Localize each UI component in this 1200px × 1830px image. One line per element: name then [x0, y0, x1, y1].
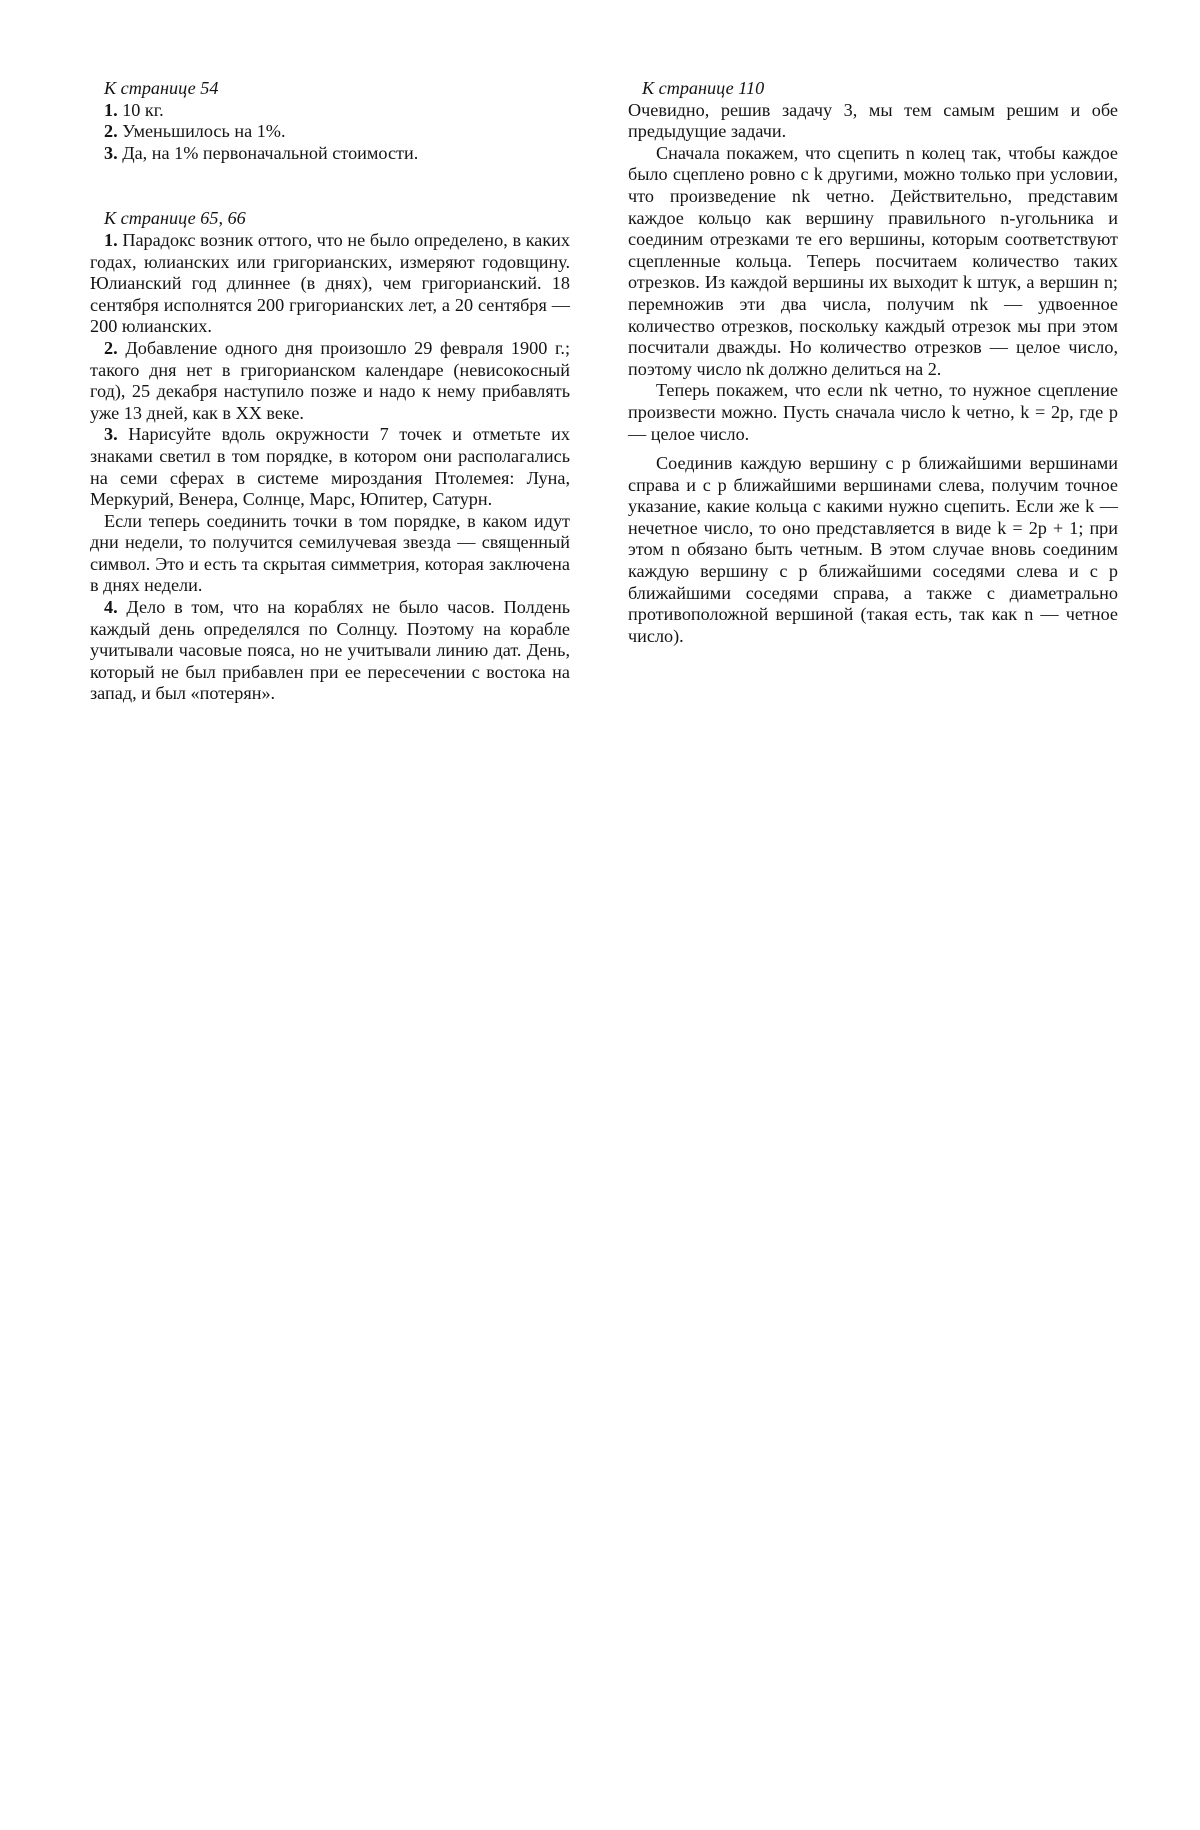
- answer-number: 2.: [104, 121, 118, 141]
- left-column: [90, 78, 570, 705]
- answer-paragraph-1: [90, 230, 570, 338]
- section-heading-page-110: К странице 110: [628, 78, 1118, 100]
- answer-paragraph-2: [90, 338, 570, 424]
- right-paragraph-1: Очевидно, решив задачу 3, мы тем самым решим и обе предыдущие задачи.: [628, 100, 1118, 143]
- right-column: [628, 78, 1118, 647]
- answer-paragraph-3-continued: Если теперь соединить точки в том порядке, в каком идут дни недели, то получится семилучевая звезда — священный символ. Это и есть та скрытая симметрия, которая заключена в днях недели.: [90, 511, 570, 597]
- section-heading-page-54: К странице 54: [90, 78, 570, 100]
- section-spacer: [90, 164, 570, 208]
- answer-item-2: [90, 121, 570, 143]
- paragraph-spacer: [628, 445, 1118, 453]
- answer-text: Парадокс возник оттого, что не было определено, в каких годах, юлианских или григорианских, измеряют годовщину. Юлианский год длиннее (в днях), чем григорианский. 18 сентября исполнятся 200 григорианских лет, а 20 сентября — 200 юлианских.: [90, 230, 570, 336]
- answer-text: Да, на 1% первоначальной стоимости.: [122, 143, 418, 163]
- answer-item-1: [90, 100, 570, 122]
- answer-paragraph-4: [90, 597, 570, 705]
- answer-item-3: [90, 143, 570, 165]
- right-paragraph-4: Соединив каждую вершину с p ближайшими вершинами справа и с p ближайшими вершинами слева, получим точное указание, какие кольца с какими нужно сцепить. Если же k — нечетное число, то оно представляется в виде k = 2p + 1; при этом n обязано быть четным. В этом случае вновь соединим каждую вершину с p ближайшими соседями слева и с p ближайшими соседями справа, а также с диаметрально противоположной вершиной (такая есть, так как n — четное число).: [628, 453, 1118, 647]
- section-heading-page-65-66: К странице 65, 66: [90, 208, 570, 230]
- answer-number: 4.: [104, 597, 118, 617]
- answer-text: Добавление одного дня произошло 29 февраля 1900 г.; такого дня нет в григорианском календаре (невисокосный год), 25 декабря наступило позже и надо к нему прибавлять уже 13 дней, как в XX веке.: [90, 338, 570, 423]
- answer-text: Нарисуйте вдоль окружности 7 точек и отметьте их знаками светил в том порядке, в котором они располагались на семи сферах в системе мироздания Птолемея: Луна, Меркурий, Венера, Солнце, Марс, Юпитер, Сатурн.: [90, 424, 570, 509]
- answer-text: Уменьшилось на 1%.: [122, 121, 285, 141]
- answer-number: 3.: [104, 424, 118, 444]
- answer-text: 10 кг.: [122, 100, 164, 120]
- answer-number: 1.: [104, 230, 118, 250]
- answer-text: Дело в том, что на кораблях не было часов. Полдень каждый день определялся по Солнцу. Поэтому на корабле учитывали часовые пояса, но не учитывали линию дат. День, который не был прибавлен при ее пересечении с востока на запад, и был «потерян».: [90, 597, 570, 703]
- answer-number: 2.: [104, 338, 118, 358]
- answer-paragraph-3: [90, 424, 570, 510]
- answer-number: 3.: [104, 143, 118, 163]
- right-paragraph-3: Теперь покажем, что если nk четно, то нужное сцепление произвести можно. Пусть сначала число k четно, k = 2p, где p — целое число.: [628, 380, 1118, 445]
- answer-number: 1.: [104, 100, 118, 120]
- right-paragraph-2: Сначала покажем, что сцепить n колец так, чтобы каждое было сцеплено ровно с k другими, можно только при условии, что произведение nk четно. Действительно, представим каждое кольцо как вершину правильного n-угольника и соединим отрезками те его вершины, которым соответствуют сцепленные кольца. Теперь посчитаем количество таких отрезков. Из каждой вершины их выходит k штук, а вершин n; перемножив эти два числа, получим nk — удвоенное количество отрезков, поскольку каждый отрезок мы при этом посчитали дважды. Но количество отрезков — целое число, поэтому число nk должно делиться на 2.: [628, 143, 1118, 381]
